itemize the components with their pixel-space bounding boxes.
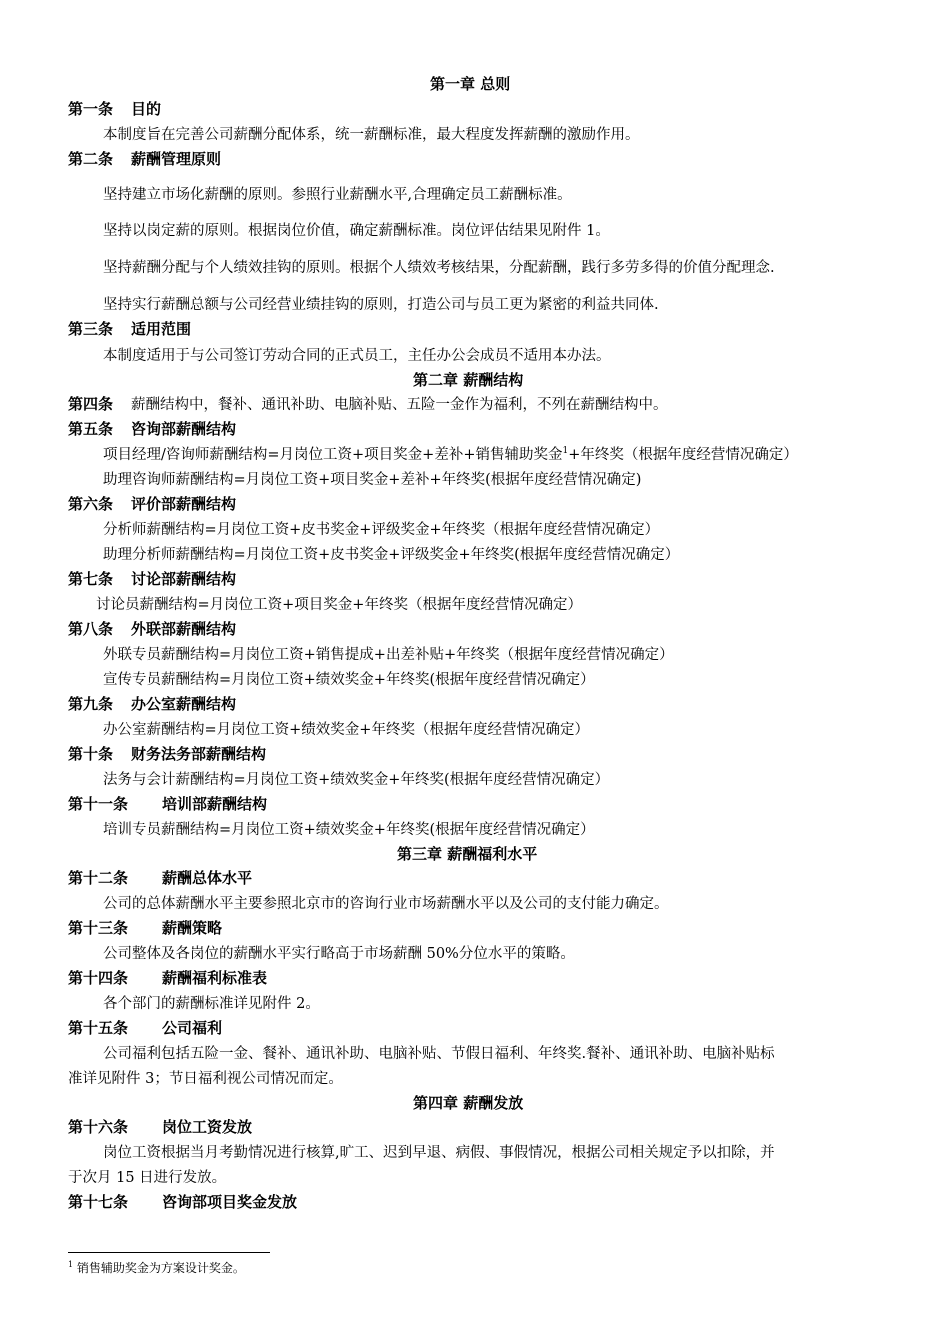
article-title: 培训部薪酬结构 [162,795,268,813]
paragraph: 坚持以岗定薪的原则。根据岗位价值，确定薪酬标准。岗位评估结果见附件 1。 [103,223,610,239]
article-heading [68,693,236,714]
article-heading [68,493,236,514]
paragraph: 法务与会计薪酬结构=月岗位工资+绩效奖金+年终奖(根据年度经营情况确定） [103,772,610,788]
article-title: 薪酬管理原则 [131,150,222,168]
paragraph: 公司的总体薪酬水平主要参照北京市的咨询行业市场薪酬水平以及公司的支付能力确定。 [103,896,669,912]
article-title: 评价部薪酬结构 [131,495,237,513]
paragraph-text: 项目经理/咨询师薪酬结构=月岗位工资+项目奖金+差补+销售辅助奖金 [103,447,563,463]
paragraph [103,443,798,464]
chapter-heading: 第二章 薪酬结构 [413,371,524,389]
article-number: 第十三条 [68,919,129,937]
article-title: 咨询部项目奖金发放 [162,1193,298,1211]
article-heading [68,793,267,814]
article-number: 第五条 [68,420,114,438]
paragraph: 本制度适用于与公司签订劳动合同的正式员工，主任办公会成员不适用本办法。 [103,348,611,364]
article-number: 第二条 [68,150,114,168]
paragraph: 坚持实行薪酬总额与公司经营业绩挂钩的原则，打造公司与员工更为紧密的利益共同体. [103,297,659,313]
article-title: 薪酬策略 [162,919,223,937]
article-number: 第十六条 [68,1118,129,1136]
article-number: 第八条 [68,620,114,638]
article-text: 薪酬结构中，餐补、通讯补助、电脑补贴、五险一金作为福利，不列在薪酬结构中。 [131,397,668,413]
article-number: 第十二条 [68,869,129,887]
article-heading [68,1017,222,1038]
article-title: 办公室薪酬结构 [131,695,237,713]
article-title: 岗位工资发放 [162,1118,253,1136]
article-number: 第十一条 [68,795,129,813]
article-title: 薪酬总体水平 [162,869,253,887]
footnote-mark: 1 [68,1260,74,1269]
footnote [68,1259,245,1276]
footnote-separator [68,1252,270,1253]
article-heading [68,743,266,764]
paragraph: 准详见附件 3；节日福利视公司情况而定。 [68,1071,343,1087]
paragraph: 分析师薪酬结构=月岗位工资+皮书奖金+评级奖金+年终奖（根据年度经营情况确定） [103,522,660,538]
article-heading [68,418,236,439]
paragraph: 坚持薪酬分配与个人绩效挂钩的原则。根据个人绩效考核结果，分配薪酬，践行多劳多得的价值分配理念. [103,260,775,276]
paragraph: 本制度旨在完善公司薪酬分配体系，统一薪酬标准，最大程度发挥薪酬的激励作用。 [103,127,640,143]
article-title: 目的 [131,100,162,118]
article-number: 第一条 [68,100,114,118]
article-number: 第六条 [68,495,114,513]
footnote-text: 销售辅助奖金为方案设计奖金。 [76,1261,245,1275]
paragraph: 岗位工资根据当月考勤情况进行核算,旷工、迟到早退、病假、事假情况，根据公司相关规定予以扣除，并 [103,1145,775,1161]
article-number: 第十七条 [68,1193,129,1211]
paragraph: 公司整体及各岗位的薪酬水平实行略高于市场薪酬 50%分位水平的策略。 [103,946,575,962]
article-number: 第四条 [68,395,114,413]
chapter-heading: 第三章 薪酬福利水平 [397,845,538,863]
article-number: 第七条 [68,570,114,588]
article-heading [68,867,252,888]
paragraph: 宣传专员薪酬结构=月岗位工资+绩效奖金+年终奖(根据年度经营情况确定） [103,672,595,688]
article-heading [68,618,236,639]
paragraph: 各个部门的薪酬标准详见附件 2。 [103,996,320,1012]
paragraph: 公司福利包括五险一金、餐补、通讯补助、电脑补贴、节假日福利、年终奖.餐补、通讯补助、电脑补贴标 [103,1046,775,1062]
article-heading [68,318,191,339]
paragraph: 培训专员薪酬结构=月岗位工资+绩效奖金+年终奖(根据年度经营情况确定） [103,822,595,838]
paragraph: 助理咨询师薪酬结构=月岗位工资+项目奖金+差补+年终奖(根据年度经营情况确定) [103,472,642,488]
article-number: 第九条 [68,695,114,713]
paragraph-text: +年终奖（根据年度经营情况确定） [568,447,798,463]
article-title: 财务法务部薪酬结构 [131,745,267,763]
article-heading [68,917,222,938]
article-heading [68,148,221,169]
paragraph: 助理分析师薪酬结构=月岗位工资+皮书奖金+评级奖金+年终奖(根据年度经营情况确定） [103,547,680,563]
article-heading [68,1191,297,1212]
article-number: 第十条 [68,745,114,763]
article-heading [68,393,668,414]
article-title: 外联部薪酬结构 [131,620,237,638]
article-title: 公司福利 [162,1019,223,1037]
footnote-reference[interactable]: 1 [562,446,569,457]
article-title: 薪酬福利标准表 [162,969,268,987]
article-number: 第十四条 [68,969,129,987]
paragraph: 讨论员薪酬结构=月岗位工资+项目奖金+年终奖（根据年度经营情况确定） [96,597,582,613]
article-heading [68,98,161,119]
article-heading [68,1116,252,1137]
article-heading [68,967,267,988]
article-title: 讨论部薪酬结构 [131,570,237,588]
chapter-heading: 第一章 总则 [430,75,511,93]
article-number: 第十五条 [68,1019,129,1037]
article-number: 第三条 [68,320,114,338]
article-title: 咨询部薪酬结构 [131,420,237,438]
paragraph: 于次月 15 日进行发放。 [68,1170,227,1186]
paragraph: 坚持建立市场化薪酬的原则。参照行业薪酬水平,合理确定员工薪酬标准。 [103,187,572,203]
paragraph: 办公室薪酬结构=月岗位工资+绩效奖金+年终奖（根据年度经营情况确定） [103,722,589,738]
article-heading [68,568,236,589]
article-title: 适用范围 [131,320,192,338]
chapter-heading: 第四章 薪酬发放 [413,1094,524,1112]
paragraph: 外联专员薪酬结构=月岗位工资+销售提成+出差补贴+年终奖（根据年度经营情况确定） [103,647,674,663]
